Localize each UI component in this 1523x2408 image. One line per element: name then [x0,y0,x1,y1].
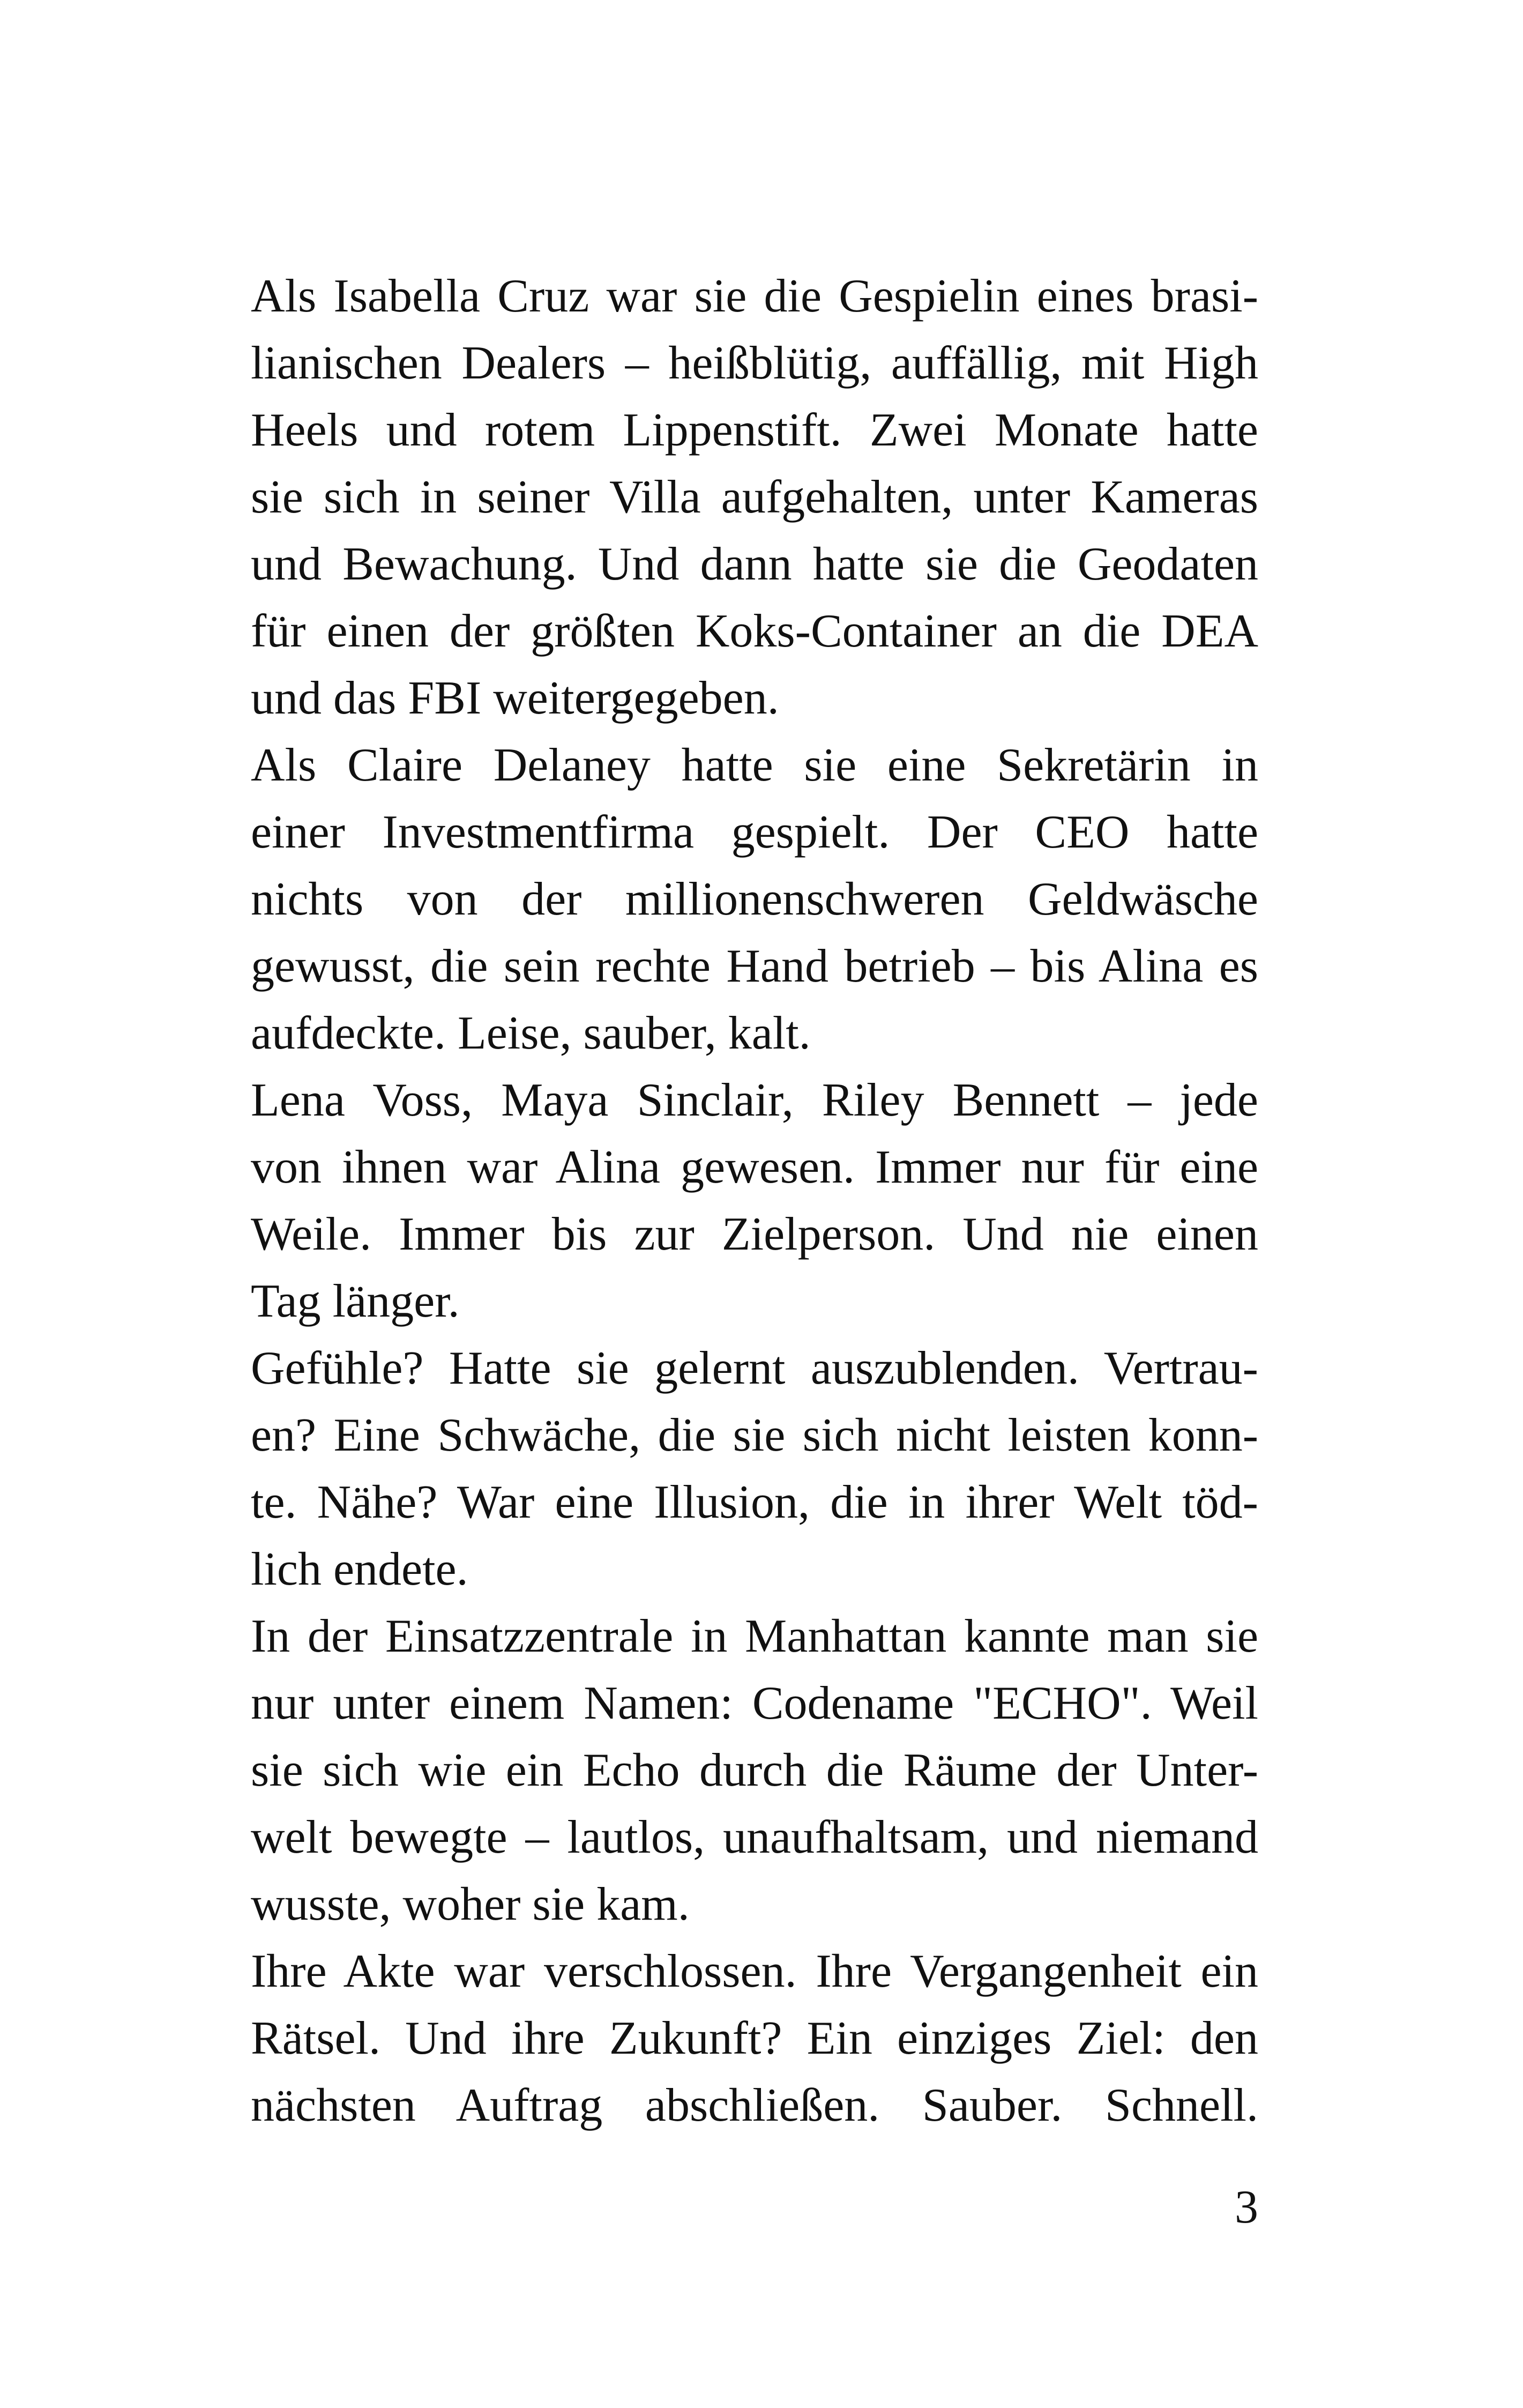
text-line: Gefühle? Hatte sie gelernt auszublenden. Vertrau- [251,1342,1258,1394]
text-line: aufdeckte. Leise, sauber, kalt. [251,1007,811,1059]
text-line: nächsten Auftrag abschließen. Sauber. Schnell. [251,2079,1258,2131]
text-line: lianischen Dealers – heißblütig, auffällig, mit High [251,337,1258,389]
text-line: für einen der größten Koks-Container an die DEA [251,605,1258,657]
text-line: sie sich wie ein Echo durch die Räume der Unter- [251,1744,1258,1796]
text-line: Weile. Immer bis zur Zielperson. Und nie einen [251,1208,1258,1260]
text-line: Als Isabella Cruz war sie die Gespielin eines brasi- [251,270,1258,322]
text-line: Lena Voss, Maya Sinclair, Riley Bennett – jede [251,1074,1258,1126]
text-line: gewusst, die sein rechte Hand betrieb – bis Alina es [251,940,1258,992]
text-line: Heels und rotem Lippenstift. Zwei Monate hatte [251,404,1258,456]
text-line: und das FBI weitergegeben. [251,672,779,724]
text-line: welt bewegte – lautlos, unaufhaltsam, und niemand [251,1811,1258,1863]
text-line: Ihre Akte war verschlossen. Ihre Vergangenheit ein [251,1945,1258,1997]
text-line: nichts von der millionenschweren Geldwäsche [251,873,1258,925]
text-line: Rätsel. Und ihre Zukunft? Ein einziges Ziel: den [251,2012,1258,2064]
text-line: Als Claire Delaney hatte sie eine Sekretärin in [251,739,1258,791]
text-line: und Bewachung. Und dann hatte sie die Geodaten [251,538,1258,590]
text-line: In der Einsatzzentrale in Manhattan kannte man sie [251,1610,1258,1662]
text-line: nur unter einem Namen: Codename "ECHO". Weil [251,1677,1258,1729]
text-line: lich endete. [251,1543,468,1595]
text-line: te. Nähe? War eine Illusion, die in ihrer Welt töd- [251,1476,1258,1528]
text-line: Tag länger. [251,1275,460,1327]
page-number: 3 [1235,2181,1258,2233]
text-line: einer Investmentfirma gespielt. Der CEO hatte [251,806,1258,858]
text-line: von ihnen war Alina gewesen. Immer nur für eine [251,1141,1258,1193]
text-line: wusste, woher sie kam. [251,1878,690,1930]
text-line: en? Eine Schwäche, die sie sich nicht leisten konn- [251,1409,1258,1461]
text-line: sie sich in seiner Villa aufgehalten, unter Kameras [251,471,1258,523]
